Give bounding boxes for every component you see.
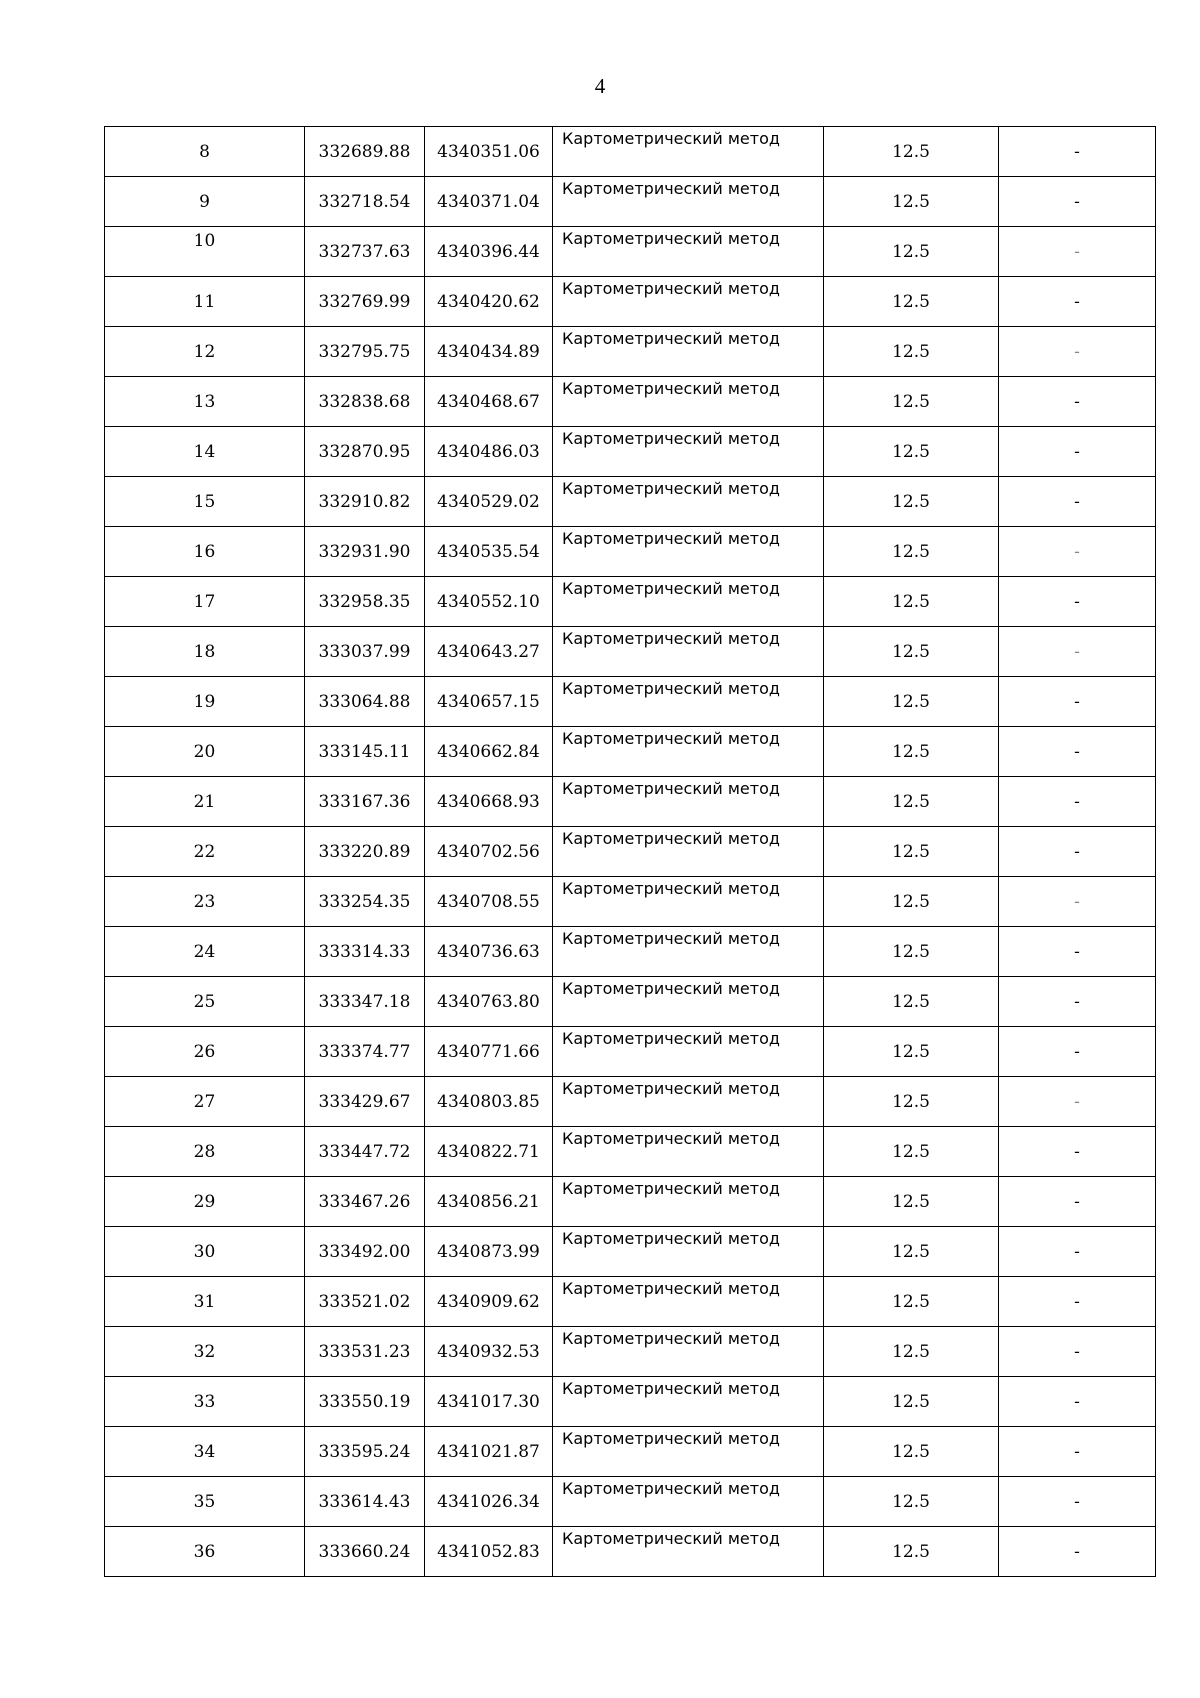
x-coordinate-cell: 333521.02: [305, 1277, 425, 1327]
table-row: [105, 427, 1156, 477]
accuracy-cell: 12.5: [824, 777, 999, 827]
method-cell: Картометрический метод: [553, 927, 824, 977]
x-coordinate-cell: 333447.72: [305, 1127, 425, 1177]
note-cell: -: [999, 1427, 1156, 1477]
y-coordinate-cell: 4340468.67: [425, 377, 553, 427]
accuracy-cell: 12.5: [824, 627, 999, 677]
y-coordinate-cell: 4341026.34: [425, 1477, 553, 1527]
note-cell: -: [999, 427, 1156, 477]
note-cell: -: [999, 827, 1156, 877]
page-number: 4: [594, 74, 606, 98]
coordinates-table: [104, 126, 1156, 1577]
point-number-cell: 16: [105, 527, 305, 577]
point-number-cell: 33: [105, 1377, 305, 1427]
note-cell: -: [999, 1127, 1156, 1177]
note-cell: -: [999, 1177, 1156, 1227]
y-coordinate-cell: 4340771.66: [425, 1027, 553, 1077]
y-coordinate-cell: 4340702.56: [425, 827, 553, 877]
accuracy-cell: 12.5: [824, 677, 999, 727]
point-number-cell: 28: [105, 1127, 305, 1177]
y-coordinate-cell: 4341052.83: [425, 1527, 553, 1577]
y-coordinate-cell: 4340486.03: [425, 427, 553, 477]
note-cell: -: [999, 377, 1156, 427]
x-coordinate-cell: 333429.67: [305, 1077, 425, 1127]
point-number-cell: 25: [105, 977, 305, 1027]
table-row: [105, 727, 1156, 777]
note-cell: -: [999, 677, 1156, 727]
accuracy-cell: 12.5: [824, 1427, 999, 1477]
table-row: [105, 477, 1156, 527]
method-cell: Картометрический метод: [553, 1227, 824, 1277]
table-row: [105, 1127, 1156, 1177]
accuracy-cell: 12.5: [824, 377, 999, 427]
note-cell: -: [999, 1277, 1156, 1327]
method-cell: Картометрический метод: [553, 777, 824, 827]
point-number-cell: 15: [105, 477, 305, 527]
x-coordinate-cell: 333550.19: [305, 1377, 425, 1427]
y-coordinate-cell: 4341017.30: [425, 1377, 553, 1427]
point-number-cell: 27: [105, 1077, 305, 1127]
method-cell: Картометрический метод: [553, 127, 824, 177]
x-coordinate-cell: 333254.35: [305, 877, 425, 927]
y-coordinate-cell: 4340420.62: [425, 277, 553, 327]
accuracy-cell: 12.5: [824, 1377, 999, 1427]
y-coordinate-cell: 4340803.85: [425, 1077, 553, 1127]
accuracy-cell: 12.5: [824, 1077, 999, 1127]
note-cell: -: [999, 327, 1156, 377]
accuracy-cell: 12.5: [824, 327, 999, 377]
note-cell: -: [999, 1327, 1156, 1377]
table-row: [105, 527, 1156, 577]
note-cell: -: [999, 877, 1156, 927]
method-cell: Картометрический метод: [553, 1377, 824, 1427]
x-coordinate-cell: 333167.36: [305, 777, 425, 827]
accuracy-cell: 12.5: [824, 1177, 999, 1227]
x-coordinate-cell: 333347.18: [305, 977, 425, 1027]
table-row: [105, 977, 1156, 1027]
method-cell: Картометрический метод: [553, 1527, 824, 1577]
x-coordinate-cell: 333531.23: [305, 1327, 425, 1377]
method-cell: Картометрический метод: [553, 877, 824, 927]
table-row: [105, 1327, 1156, 1377]
point-number-cell: 36: [105, 1527, 305, 1577]
x-coordinate-cell: 333314.33: [305, 927, 425, 977]
note-cell: -: [999, 977, 1156, 1027]
accuracy-cell: 12.5: [824, 927, 999, 977]
method-cell: Картометрический метод: [553, 827, 824, 877]
accuracy-cell: 12.5: [824, 1227, 999, 1277]
y-coordinate-cell: 4340529.02: [425, 477, 553, 527]
accuracy-cell: 12.5: [824, 827, 999, 877]
x-coordinate-cell: 333614.43: [305, 1477, 425, 1527]
table-row: [105, 1177, 1156, 1227]
y-coordinate-cell: 4341021.87: [425, 1427, 553, 1477]
table-row: [105, 577, 1156, 627]
point-number-cell: 10: [105, 227, 305, 277]
table-row: [105, 127, 1156, 177]
y-coordinate-cell: 4340662.84: [425, 727, 553, 777]
method-cell: Картометрический метод: [553, 327, 824, 377]
y-coordinate-cell: 4340873.99: [425, 1227, 553, 1277]
method-cell: Картометрический метод: [553, 727, 824, 777]
y-coordinate-cell: 4340351.06: [425, 127, 553, 177]
note-cell: -: [999, 1227, 1156, 1277]
x-coordinate-cell: 332931.90: [305, 527, 425, 577]
point-number-cell: 35: [105, 1477, 305, 1527]
table-row: [105, 1527, 1156, 1577]
y-coordinate-cell: 4340736.63: [425, 927, 553, 977]
table-row: [105, 1427, 1156, 1477]
y-coordinate-cell: 4340668.93: [425, 777, 553, 827]
y-coordinate-cell: 4340434.89: [425, 327, 553, 377]
table-row: [105, 677, 1156, 727]
table-row: [105, 1227, 1156, 1277]
note-cell: -: [999, 177, 1156, 227]
accuracy-cell: 12.5: [824, 1027, 999, 1077]
table-row: [105, 777, 1156, 827]
x-coordinate-cell: 332718.54: [305, 177, 425, 227]
note-cell: -: [999, 1027, 1156, 1077]
note-cell: -: [999, 727, 1156, 777]
accuracy-cell: 12.5: [824, 877, 999, 927]
method-cell: Картометрический метод: [553, 1127, 824, 1177]
y-coordinate-cell: 4340535.54: [425, 527, 553, 577]
point-number-cell: 23: [105, 877, 305, 927]
method-cell: Картометрический метод: [553, 577, 824, 627]
accuracy-cell: 12.5: [824, 1277, 999, 1327]
note-cell: -: [999, 1527, 1156, 1577]
y-coordinate-cell: 4340371.04: [425, 177, 553, 227]
point-number-cell: 22: [105, 827, 305, 877]
method-cell: Картометрический метод: [553, 477, 824, 527]
table-row: [105, 377, 1156, 427]
table-row: [105, 627, 1156, 677]
table-row: [105, 1027, 1156, 1077]
accuracy-cell: 12.5: [824, 577, 999, 627]
point-number-cell: 8: [105, 127, 305, 177]
table-row: [105, 327, 1156, 377]
x-coordinate-cell: 332769.99: [305, 277, 425, 327]
accuracy-cell: 12.5: [824, 977, 999, 1027]
note-cell: -: [999, 1477, 1156, 1527]
point-number-cell: 14: [105, 427, 305, 477]
x-coordinate-cell: 333660.24: [305, 1527, 425, 1577]
method-cell: Картометрический метод: [553, 1027, 824, 1077]
y-coordinate-cell: 4340643.27: [425, 627, 553, 677]
x-coordinate-cell: 333595.24: [305, 1427, 425, 1477]
accuracy-cell: 12.5: [824, 1327, 999, 1377]
y-coordinate-cell: 4340909.62: [425, 1277, 553, 1327]
x-coordinate-cell: 333374.77: [305, 1027, 425, 1077]
point-number-cell: 30: [105, 1227, 305, 1277]
note-cell: -: [999, 577, 1156, 627]
point-number-cell: 11: [105, 277, 305, 327]
note-cell: -: [999, 1377, 1156, 1427]
x-coordinate-cell: 332838.68: [305, 377, 425, 427]
table-row: [105, 877, 1156, 927]
method-cell: Картометрический метод: [553, 377, 824, 427]
accuracy-cell: 12.5: [824, 727, 999, 777]
x-coordinate-cell: 333492.00: [305, 1227, 425, 1277]
x-coordinate-cell: 332958.35: [305, 577, 425, 627]
y-coordinate-cell: 4340856.21: [425, 1177, 553, 1227]
method-cell: Картометрический метод: [553, 1277, 824, 1327]
y-coordinate-cell: 4340763.80: [425, 977, 553, 1027]
accuracy-cell: 12.5: [824, 1127, 999, 1177]
point-number-cell: 32: [105, 1327, 305, 1377]
accuracy-cell: 12.5: [824, 277, 999, 327]
note-cell: -: [999, 777, 1156, 827]
x-coordinate-cell: 333220.89: [305, 827, 425, 877]
table-row: [105, 1477, 1156, 1527]
method-cell: Картометрический метод: [553, 1077, 824, 1127]
table-row: [105, 177, 1156, 227]
point-number-cell: 13: [105, 377, 305, 427]
accuracy-cell: 12.5: [824, 1527, 999, 1577]
x-coordinate-cell: 333037.99: [305, 627, 425, 677]
note-cell: -: [999, 127, 1156, 177]
method-cell: Картометрический метод: [553, 427, 824, 477]
method-cell: Картометрический метод: [553, 1427, 824, 1477]
y-coordinate-cell: 4340552.10: [425, 577, 553, 627]
note-cell: -: [999, 1077, 1156, 1127]
y-coordinate-cell: 4340932.53: [425, 1327, 553, 1377]
accuracy-cell: 12.5: [824, 477, 999, 527]
y-coordinate-cell: 4340822.71: [425, 1127, 553, 1177]
table-row: [105, 827, 1156, 877]
accuracy-cell: 12.5: [824, 527, 999, 577]
x-coordinate-cell: 332870.95: [305, 427, 425, 477]
point-number-cell: 17: [105, 577, 305, 627]
accuracy-cell: 12.5: [824, 177, 999, 227]
point-number-cell: 21: [105, 777, 305, 827]
accuracy-cell: 12.5: [824, 427, 999, 477]
point-number-cell: 34: [105, 1427, 305, 1477]
table-row: [105, 1277, 1156, 1327]
method-cell: Картометрический метод: [553, 977, 824, 1027]
x-coordinate-cell: 332737.63: [305, 227, 425, 277]
point-number-cell: 9: [105, 177, 305, 227]
point-number-cell: 31: [105, 1277, 305, 1327]
note-cell: -: [999, 627, 1156, 677]
table-row: [105, 927, 1156, 977]
x-coordinate-cell: 333064.88: [305, 677, 425, 727]
method-cell: Картометрический метод: [553, 627, 824, 677]
method-cell: Картометрический метод: [553, 677, 824, 727]
note-cell: -: [999, 927, 1156, 977]
note-cell: -: [999, 527, 1156, 577]
table-row: [105, 1377, 1156, 1427]
x-coordinate-cell: 333467.26: [305, 1177, 425, 1227]
accuracy-cell: 12.5: [824, 127, 999, 177]
point-number-cell: 18: [105, 627, 305, 677]
note-cell: -: [999, 277, 1156, 327]
method-cell: Картометрический метод: [553, 277, 824, 327]
method-cell: Картометрический метод: [553, 1177, 824, 1227]
accuracy-cell: 12.5: [824, 227, 999, 277]
point-number-cell: 29: [105, 1177, 305, 1227]
table-row: [105, 1077, 1156, 1127]
point-number-cell: 12: [105, 327, 305, 377]
y-coordinate-cell: 4340396.44: [425, 227, 553, 277]
accuracy-cell: 12.5: [824, 1477, 999, 1527]
y-coordinate-cell: 4340657.15: [425, 677, 553, 727]
method-cell: Картометрический метод: [553, 527, 824, 577]
x-coordinate-cell: 332689.88: [305, 127, 425, 177]
point-number-cell: 24: [105, 927, 305, 977]
method-cell: Картометрический метод: [553, 177, 824, 227]
point-number-cell: 26: [105, 1027, 305, 1077]
point-number-cell: 20: [105, 727, 305, 777]
x-coordinate-cell: 333145.11: [305, 727, 425, 777]
x-coordinate-cell: 332910.82: [305, 477, 425, 527]
note-cell: -: [999, 477, 1156, 527]
note-cell: -: [999, 227, 1156, 277]
method-cell: Картометрический метод: [553, 1327, 824, 1377]
method-cell: Картометрический метод: [553, 1477, 824, 1527]
table-body: [105, 127, 1156, 1577]
table-row: [105, 277, 1156, 327]
y-coordinate-cell: 4340708.55: [425, 877, 553, 927]
point-number-cell: 19: [105, 677, 305, 727]
method-cell: Картометрический метод: [553, 227, 824, 277]
table-row: [105, 227, 1156, 277]
x-coordinate-cell: 332795.75: [305, 327, 425, 377]
